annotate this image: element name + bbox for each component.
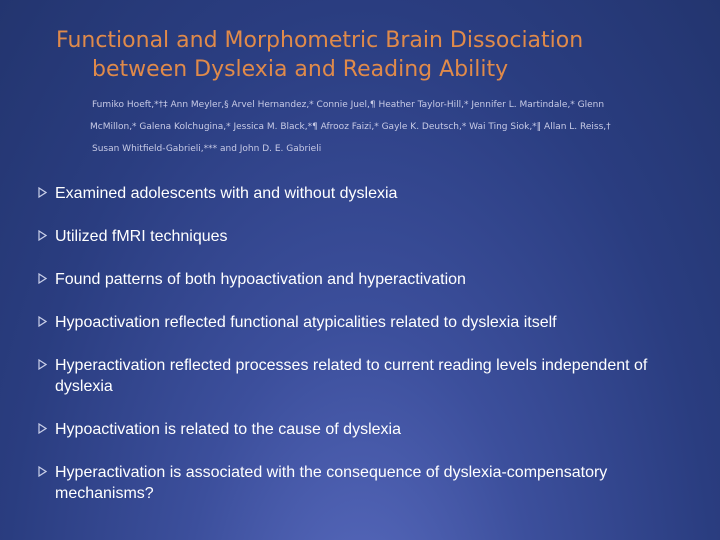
bullet-text: Hypoactivation is related to the cause of dyslexia: [55, 421, 401, 438]
bullet-item: [38, 269, 708, 290]
bullet-text: Examined adolescents with and without dyslexia: [55, 185, 398, 202]
triangle-bullet-icon: [38, 187, 47, 198]
title-line-2: between Dyslexia and Reading Ability: [92, 57, 509, 82]
author-line-2: McMillon,* Galena Kolchugina,* Jessica M. Black,*¶ Afrooz Faizi,* Gayle K. Deutsch,* Wai Ting Siok,*‖ Allan L. Reiss,†: [90, 122, 611, 132]
triangle-bullet-icon: [38, 423, 47, 434]
bullet-item: [38, 312, 708, 333]
bullet-item: [38, 462, 708, 504]
bullet-item: [38, 419, 708, 440]
bullet-item: [38, 226, 708, 247]
triangle-bullet-icon: [38, 316, 47, 327]
author-line-3: Susan Whitfield-Gabrieli,*** and John D. E. Gabrieli: [92, 144, 322, 154]
bullet-item: [38, 355, 708, 397]
bullet-text: Utilized fMRI techniques: [55, 228, 228, 245]
triangle-bullet-icon: [38, 230, 47, 241]
bullet-text: Hyperactivation is associated with the consequence of dyslexia-compensatory mechanisms?: [55, 464, 608, 502]
bullet-list: [38, 183, 708, 504]
author-list: [92, 94, 682, 160]
bullet-text: Hypoactivation reflected functional atypicalities related to dyslexia itself: [55, 314, 557, 331]
bullet-text: Hyperactivation reflected processes related to current reading levels independent of dyslexia: [55, 357, 648, 395]
triangle-bullet-icon: [38, 273, 47, 284]
triangle-bullet-icon: [38, 359, 47, 370]
triangle-bullet-icon: [38, 466, 47, 477]
title-line-1: Functional and Morphometric Brain Dissociation: [56, 28, 584, 53]
bullet-item: [38, 183, 708, 204]
author-line-1: Fumiko Hoeft,*†‡ Ann Meyler,§ Arvel Hernandez,* Connie Juel,¶ Heather Taylor-Hill,* Jennifer L. Martindale,* Glenn: [92, 100, 605, 110]
bullet-text: Found patterns of both hypoactivation and hyperactivation: [55, 271, 466, 288]
slide-title: [56, 26, 696, 84]
